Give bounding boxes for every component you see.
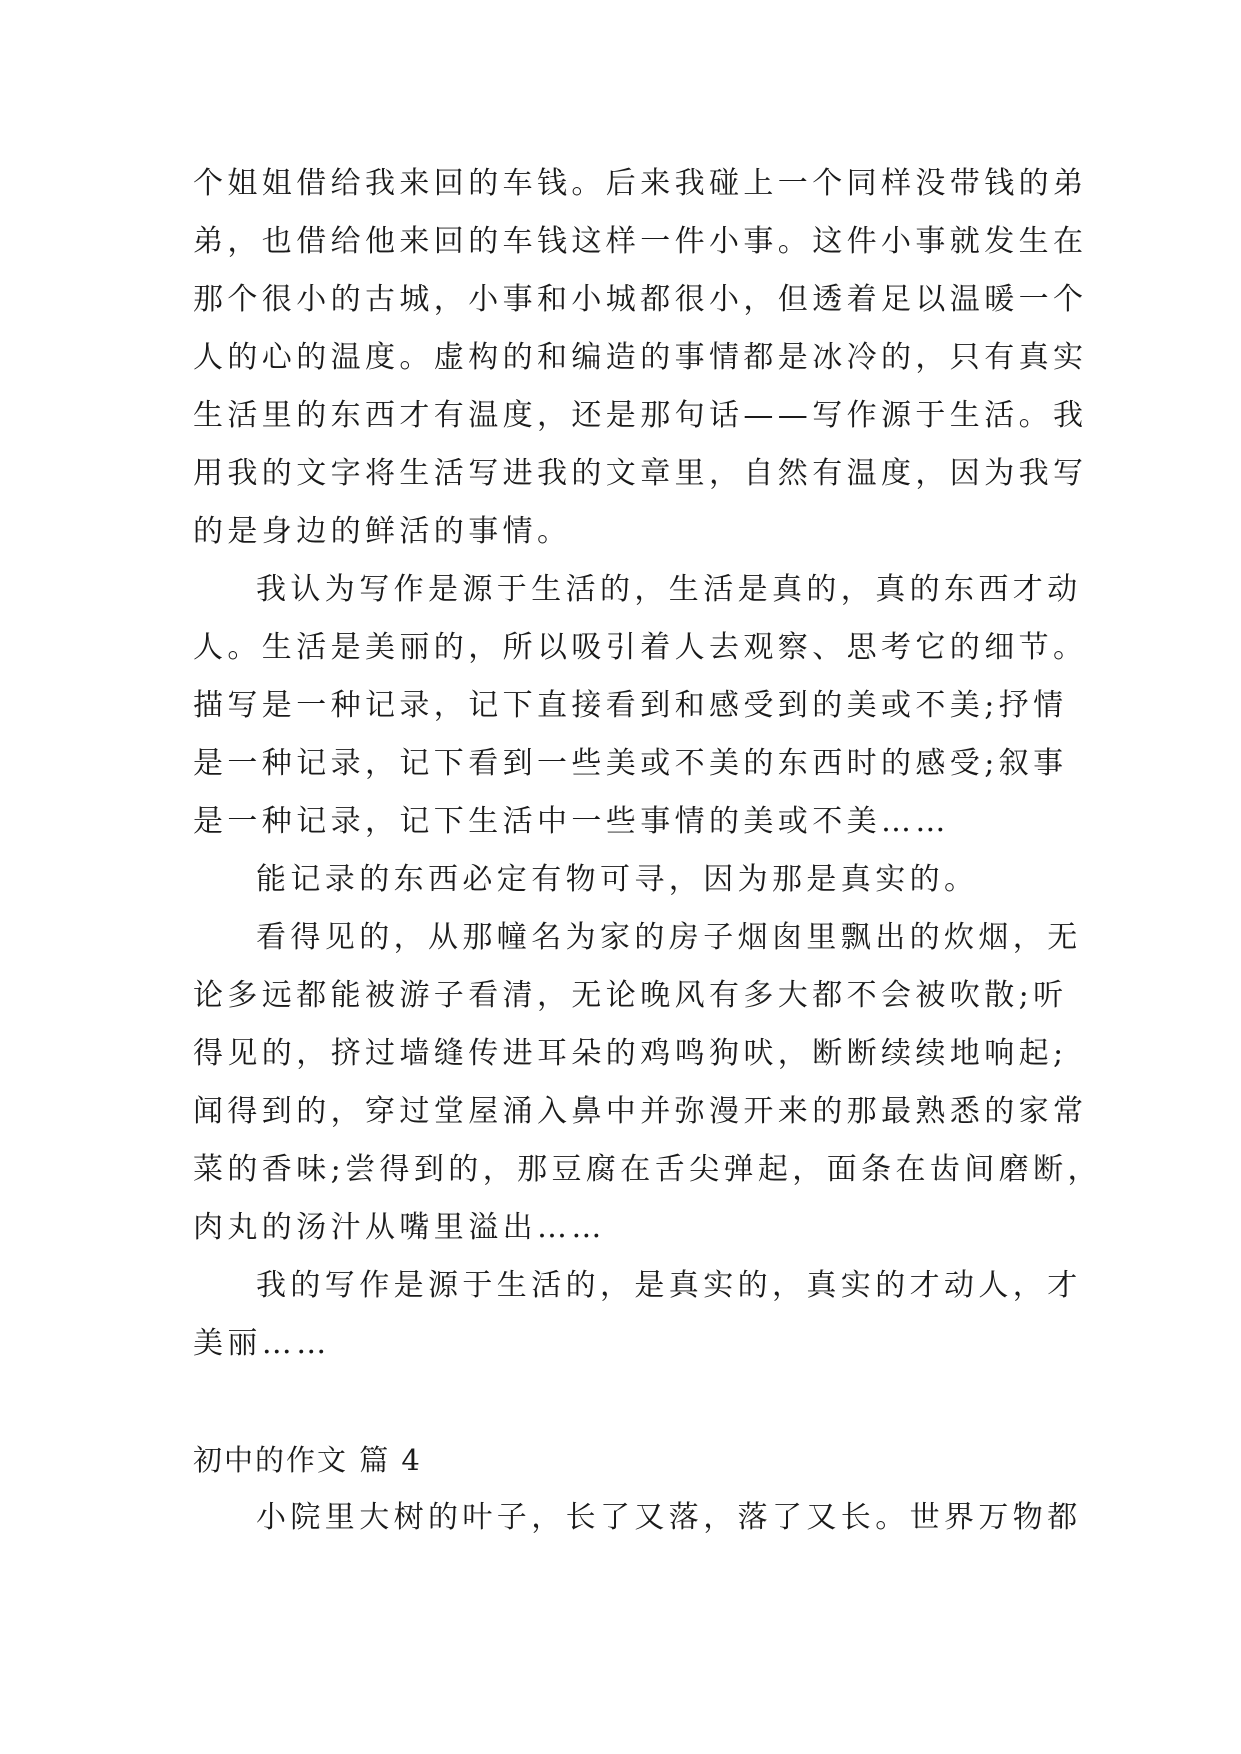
text-line: 那个很小的古城，小事和小城都很小，但透着足以温暖一个 [193,282,1088,317]
text-line: 是一种记录，记下生活中一些事情的美或不美…… [193,804,950,839]
paragraph-first-line: 能记录的东西必定有物可寻，因为那是真实的。 [256,862,979,897]
paragraph-first-line: 我的写作是源于生活的，是真实的，真实的才动人，才 [256,1268,1082,1303]
paragraph-first-line: 看得见的，从那幢名为家的房子烟囱里飘出的炊烟，无 [256,920,1082,955]
text-line: 个姐姐借给我来回的车钱。后来我碰上一个同样没带钱的弟 [193,166,1088,201]
text-line: 肉丸的汤汁从嘴里溢出…… [193,1210,606,1245]
paragraph-first-line: 我认为写作是源于生活的，生活是真的，真的东西才动 [256,572,1082,607]
text-line: 论多远都能被游子看清，无论晚风有多大都不会被吹散;听 [193,978,1068,1013]
text-line: 弟，也借给他来回的车钱这样一件小事。这件小事就发生在 [193,224,1088,259]
text-line: 得见的，挤过墙缝传进耳朵的鸡鸣狗吠，断断续续地响起; [193,1036,1068,1071]
text-line: 人。生活是美丽的，所以吸引着人去观察、思考它的细节。 [193,630,1088,665]
paragraph-first-line: 小院里大树的叶子，长了又落，落了又长。世界万物都 [256,1500,1082,1535]
text-line: 美丽…… [193,1326,331,1361]
text-line: 生活里的东西才有温度，还是那句话——写作源于生活。我 [193,398,1088,433]
text-line: 的是身边的鲜活的事情。 [193,514,572,549]
text-line: 是一种记录，记下看到一些美或不美的东西时的感受;叙事 [193,746,1068,781]
section-heading: 初中的作文 篇 4 [193,1443,422,1477]
text-line: 闻得到的，穿过堂屋涌入鼻中并弥漫开来的那最熟悉的家常 [193,1094,1088,1129]
text-line: 菜的香味;尝得到的，那豆腐在舌尖弹起，面条在齿间磨断， [193,1152,1102,1187]
text-line: 用我的文字将生活写进我的文章里，自然有温度，因为我写 [193,456,1088,491]
text-line: 描写是一种记录，记下直接看到和感受到的美或不美;抒情 [193,688,1068,723]
text-line: 人的心的温度。虚构的和编造的事情都是冰冷的，只有真实 [193,340,1088,375]
